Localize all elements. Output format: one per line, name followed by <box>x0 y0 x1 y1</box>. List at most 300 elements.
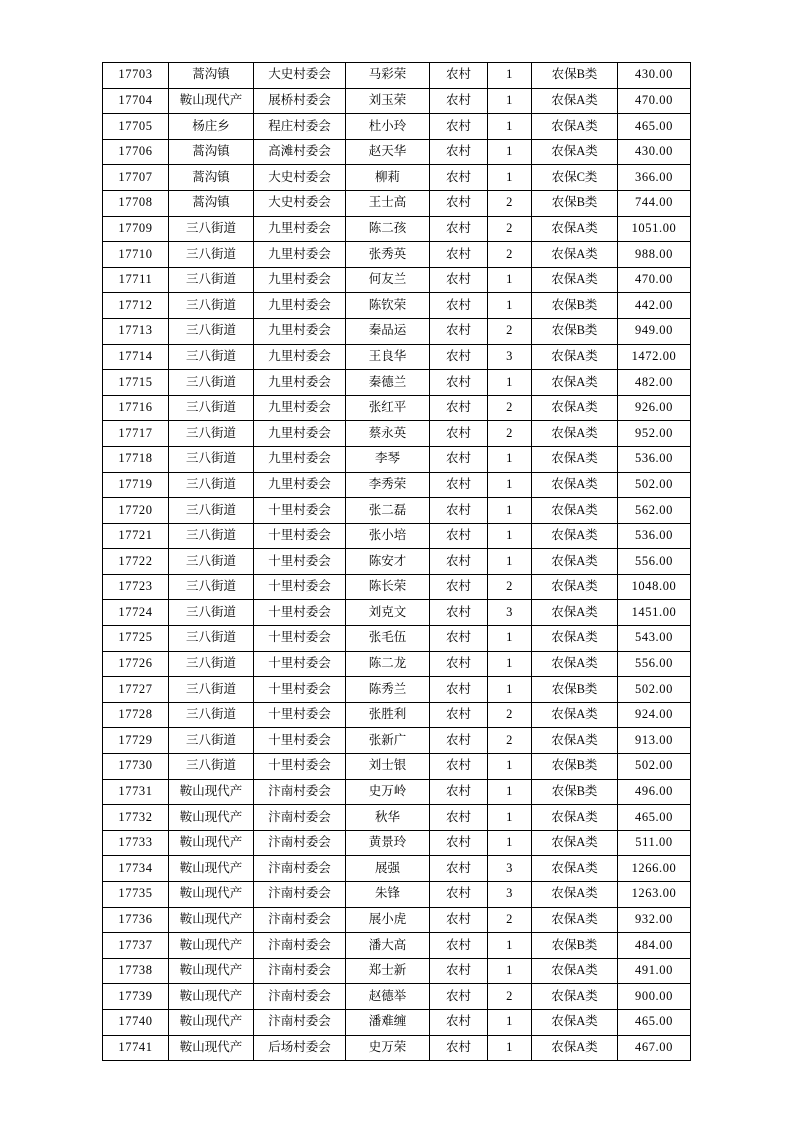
cell-amount: 562.00 <box>618 498 691 524</box>
cell-town: 鞍山现代产 <box>169 984 254 1010</box>
cell-village: 十里村委会 <box>254 600 346 626</box>
cell-type: 农村 <box>430 933 488 959</box>
cell-id: 17731 <box>103 779 169 805</box>
cell-village: 九里村委会 <box>254 216 346 242</box>
cell-id: 17737 <box>103 933 169 959</box>
cell-amount: 536.00 <box>618 446 691 472</box>
cell-name: 王良华 <box>346 344 430 370</box>
cell-category: 农保A类 <box>532 805 618 831</box>
cell-id: 17727 <box>103 677 169 703</box>
cell-category: 农保A类 <box>532 344 618 370</box>
cell-amount: 502.00 <box>618 677 691 703</box>
cell-category: 农保A类 <box>532 242 618 268</box>
cell-name: 史万岭 <box>346 779 430 805</box>
cell-type: 农村 <box>430 242 488 268</box>
cell-village: 九里村委会 <box>254 446 346 472</box>
cell-count: 2 <box>488 907 532 933</box>
cell-name: 秦品运 <box>346 318 430 344</box>
cell-name: 蔡永英 <box>346 421 430 447</box>
cell-count: 1 <box>488 933 532 959</box>
cell-count: 1 <box>488 1009 532 1035</box>
cell-town: 鞍山现代产 <box>169 1009 254 1035</box>
table-row <box>103 1035 691 1061</box>
cell-town: 蒿沟镇 <box>169 139 254 165</box>
cell-category: 农保A类 <box>532 472 618 498</box>
table-row <box>103 293 691 319</box>
cell-name: 张新广 <box>346 728 430 754</box>
cell-amount: 430.00 <box>618 139 691 165</box>
cell-town: 鞍山现代产 <box>169 907 254 933</box>
cell-id: 17718 <box>103 446 169 472</box>
cell-count: 1 <box>488 651 532 677</box>
cell-id: 17735 <box>103 882 169 908</box>
cell-category: 农保A类 <box>532 523 618 549</box>
cell-id: 17723 <box>103 574 169 600</box>
cell-type: 农村 <box>430 882 488 908</box>
cell-town: 三八街道 <box>169 754 254 780</box>
cell-id: 17734 <box>103 856 169 882</box>
cell-type: 农村 <box>430 395 488 421</box>
cell-count: 2 <box>488 421 532 447</box>
cell-type: 农村 <box>430 805 488 831</box>
cell-village: 后场村委会 <box>254 1035 346 1061</box>
cell-amount: 1263.00 <box>618 882 691 908</box>
cell-name: 张二磊 <box>346 498 430 524</box>
cell-amount: 496.00 <box>618 779 691 805</box>
cell-type: 农村 <box>430 600 488 626</box>
cell-amount: 470.00 <box>618 88 691 114</box>
table-row <box>103 549 691 575</box>
cell-name: 展强 <box>346 856 430 882</box>
cell-village: 汴南村委会 <box>254 1009 346 1035</box>
cell-village: 九里村委会 <box>254 421 346 447</box>
cell-count: 2 <box>488 984 532 1010</box>
cell-id: 17733 <box>103 830 169 856</box>
cell-type: 农村 <box>430 139 488 165</box>
cell-village: 十里村委会 <box>254 549 346 575</box>
cell-count: 1 <box>488 1035 532 1061</box>
cell-town: 鞍山现代产 <box>169 933 254 959</box>
cell-amount: 482.00 <box>618 370 691 396</box>
cell-town: 三八街道 <box>169 344 254 370</box>
cell-id: 17739 <box>103 984 169 1010</box>
table-row <box>103 114 691 140</box>
cell-id: 17711 <box>103 267 169 293</box>
table-body <box>103 63 691 1061</box>
cell-id: 17703 <box>103 63 169 89</box>
cell-name: 马彩荣 <box>346 63 430 89</box>
cell-amount: 932.00 <box>618 907 691 933</box>
cell-id: 17741 <box>103 1035 169 1061</box>
cell-amount: 988.00 <box>618 242 691 268</box>
cell-name: 何友兰 <box>346 267 430 293</box>
cell-amount: 511.00 <box>618 830 691 856</box>
cell-name: 王士高 <box>346 190 430 216</box>
cell-village: 程庄村委会 <box>254 114 346 140</box>
cell-town: 三八街道 <box>169 216 254 242</box>
cell-town: 三八街道 <box>169 651 254 677</box>
cell-category: 农保A类 <box>532 600 618 626</box>
table-row <box>103 421 691 447</box>
cell-amount: 465.00 <box>618 1009 691 1035</box>
table-row <box>103 728 691 754</box>
cell-town: 三八街道 <box>169 446 254 472</box>
cell-category: 农保A类 <box>532 114 618 140</box>
table-row <box>103 702 691 728</box>
cell-village: 十里村委会 <box>254 754 346 780</box>
cell-town: 三八街道 <box>169 677 254 703</box>
cell-type: 农村 <box>430 626 488 652</box>
cell-category: 农保A类 <box>532 446 618 472</box>
cell-town: 鞍山现代产 <box>169 830 254 856</box>
cell-town: 蒿沟镇 <box>169 63 254 89</box>
table-row <box>103 165 691 191</box>
cell-type: 农村 <box>430 344 488 370</box>
cell-amount: 502.00 <box>618 472 691 498</box>
table-row <box>103 318 691 344</box>
cell-name: 陈二孩 <box>346 216 430 242</box>
cell-name: 张胜利 <box>346 702 430 728</box>
cell-village: 汴南村委会 <box>254 958 346 984</box>
cell-id: 17705 <box>103 114 169 140</box>
cell-category: 农保B类 <box>532 677 618 703</box>
cell-village: 十里村委会 <box>254 523 346 549</box>
cell-village: 高滩村委会 <box>254 139 346 165</box>
cell-town: 鞍山现代产 <box>169 779 254 805</box>
cell-town: 三八街道 <box>169 472 254 498</box>
cell-type: 农村 <box>430 728 488 754</box>
cell-town: 杨庄乡 <box>169 114 254 140</box>
cell-type: 农村 <box>430 446 488 472</box>
cell-town: 鞍山现代产 <box>169 856 254 882</box>
cell-id: 17726 <box>103 651 169 677</box>
table-row <box>103 446 691 472</box>
cell-count: 1 <box>488 754 532 780</box>
cell-count: 3 <box>488 600 532 626</box>
cell-town: 三八街道 <box>169 523 254 549</box>
cell-village: 汴南村委会 <box>254 984 346 1010</box>
cell-category: 农保A类 <box>532 370 618 396</box>
cell-town: 鞍山现代产 <box>169 88 254 114</box>
cell-amount: 470.00 <box>618 267 691 293</box>
cell-name: 刘士银 <box>346 754 430 780</box>
table-row <box>103 139 691 165</box>
cell-name: 朱锋 <box>346 882 430 908</box>
cell-count: 1 <box>488 114 532 140</box>
cell-id: 17732 <box>103 805 169 831</box>
cell-amount: 744.00 <box>618 190 691 216</box>
cell-count: 1 <box>488 139 532 165</box>
cell-amount: 926.00 <box>618 395 691 421</box>
cell-amount: 366.00 <box>618 165 691 191</box>
cell-amount: 430.00 <box>618 63 691 89</box>
cell-village: 大史村委会 <box>254 63 346 89</box>
cell-name: 李琴 <box>346 446 430 472</box>
cell-town: 三八街道 <box>169 574 254 600</box>
cell-type: 农村 <box>430 63 488 89</box>
cell-amount: 467.00 <box>618 1035 691 1061</box>
cell-category: 农保B类 <box>532 63 618 89</box>
cell-count: 1 <box>488 779 532 805</box>
cell-category: 农保A类 <box>532 1009 618 1035</box>
cell-id: 17725 <box>103 626 169 652</box>
cell-amount: 1266.00 <box>618 856 691 882</box>
cell-type: 农村 <box>430 702 488 728</box>
cell-category: 农保A类 <box>532 88 618 114</box>
cell-id: 17709 <box>103 216 169 242</box>
cell-category: 农保A类 <box>532 549 618 575</box>
cell-amount: 952.00 <box>618 421 691 447</box>
cell-category: 农保A类 <box>532 702 618 728</box>
cell-type: 农村 <box>430 856 488 882</box>
cell-category: 农保A类 <box>532 882 618 908</box>
cell-town: 三八街道 <box>169 702 254 728</box>
cell-id: 17728 <box>103 702 169 728</box>
cell-type: 农村 <box>430 984 488 1010</box>
table-row <box>103 907 691 933</box>
cell-village: 十里村委会 <box>254 626 346 652</box>
cell-amount: 556.00 <box>618 549 691 575</box>
cell-type: 农村 <box>430 216 488 242</box>
cell-id: 17704 <box>103 88 169 114</box>
cell-count: 2 <box>488 728 532 754</box>
cell-town: 鞍山现代产 <box>169 805 254 831</box>
cell-name: 张红平 <box>346 395 430 421</box>
table-row <box>103 882 691 908</box>
table-row <box>103 933 691 959</box>
cell-name: 柳莉 <box>346 165 430 191</box>
cell-town: 鞍山现代产 <box>169 958 254 984</box>
cell-count: 1 <box>488 267 532 293</box>
cell-type: 农村 <box>430 267 488 293</box>
cell-type: 农村 <box>430 830 488 856</box>
cell-count: 3 <box>488 856 532 882</box>
cell-type: 农村 <box>430 165 488 191</box>
cell-category: 农保A类 <box>532 267 618 293</box>
cell-id: 17724 <box>103 600 169 626</box>
cell-name: 陈安才 <box>346 549 430 575</box>
cell-amount: 1451.00 <box>618 600 691 626</box>
cell-count: 1 <box>488 830 532 856</box>
cell-name: 秦德兰 <box>346 370 430 396</box>
cell-name: 秋华 <box>346 805 430 831</box>
cell-type: 农村 <box>430 88 488 114</box>
cell-type: 农村 <box>430 677 488 703</box>
cell-count: 1 <box>488 805 532 831</box>
cell-id: 17738 <box>103 958 169 984</box>
table-row <box>103 677 691 703</box>
cell-town: 三八街道 <box>169 626 254 652</box>
table-row <box>103 574 691 600</box>
cell-village: 汴南村委会 <box>254 830 346 856</box>
cell-amount: 502.00 <box>618 754 691 780</box>
subsidy-table <box>102 62 691 1061</box>
table-row <box>103 190 691 216</box>
cell-village: 汴南村委会 <box>254 933 346 959</box>
cell-category: 农保A类 <box>532 574 618 600</box>
cell-count: 1 <box>488 63 532 89</box>
cell-category: 农保B类 <box>532 933 618 959</box>
cell-type: 农村 <box>430 907 488 933</box>
cell-category: 农保A类 <box>532 907 618 933</box>
table-row <box>103 805 691 831</box>
cell-type: 农村 <box>430 114 488 140</box>
cell-count: 2 <box>488 395 532 421</box>
cell-amount: 465.00 <box>618 114 691 140</box>
cell-village: 汴南村委会 <box>254 907 346 933</box>
cell-id: 17716 <box>103 395 169 421</box>
cell-name: 史万荣 <box>346 1035 430 1061</box>
cell-name: 张小培 <box>346 523 430 549</box>
cell-count: 2 <box>488 190 532 216</box>
cell-town: 三八街道 <box>169 370 254 396</box>
cell-name: 李秀荣 <box>346 472 430 498</box>
table-row <box>103 344 691 370</box>
cell-name: 张秀英 <box>346 242 430 268</box>
cell-village: 九里村委会 <box>254 318 346 344</box>
table-row <box>103 830 691 856</box>
cell-category: 农保A类 <box>532 856 618 882</box>
table-row <box>103 779 691 805</box>
cell-amount: 465.00 <box>618 805 691 831</box>
cell-id: 17708 <box>103 190 169 216</box>
cell-id: 17717 <box>103 421 169 447</box>
cell-id: 17713 <box>103 318 169 344</box>
cell-category: 农保A类 <box>532 830 618 856</box>
cell-amount: 491.00 <box>618 958 691 984</box>
cell-category: 农保A类 <box>532 421 618 447</box>
cell-village: 大史村委会 <box>254 165 346 191</box>
cell-count: 2 <box>488 702 532 728</box>
cell-village: 十里村委会 <box>254 677 346 703</box>
cell-village: 展桥村委会 <box>254 88 346 114</box>
cell-town: 三八街道 <box>169 318 254 344</box>
cell-village: 十里村委会 <box>254 574 346 600</box>
table-row <box>103 754 691 780</box>
cell-name: 潘难缠 <box>346 1009 430 1035</box>
cell-id: 17714 <box>103 344 169 370</box>
cell-count: 3 <box>488 882 532 908</box>
table-row <box>103 267 691 293</box>
cell-village: 十里村委会 <box>254 498 346 524</box>
table-row <box>103 395 691 421</box>
cell-category: 农保A类 <box>532 498 618 524</box>
cell-name: 陈长荣 <box>346 574 430 600</box>
cell-category: 农保A类 <box>532 626 618 652</box>
cell-amount: 536.00 <box>618 523 691 549</box>
cell-type: 农村 <box>430 421 488 447</box>
cell-count: 1 <box>488 165 532 191</box>
cell-category: 农保A类 <box>532 958 618 984</box>
cell-village: 九里村委会 <box>254 370 346 396</box>
cell-count: 1 <box>488 472 532 498</box>
cell-name: 赵天华 <box>346 139 430 165</box>
cell-count: 1 <box>488 549 532 575</box>
cell-count: 1 <box>488 523 532 549</box>
cell-id: 17736 <box>103 907 169 933</box>
table-row <box>103 600 691 626</box>
cell-id: 17740 <box>103 1009 169 1035</box>
cell-id: 17715 <box>103 370 169 396</box>
table-row <box>103 523 691 549</box>
cell-town: 三八街道 <box>169 293 254 319</box>
cell-type: 农村 <box>430 574 488 600</box>
table-row <box>103 984 691 1010</box>
cell-amount: 1051.00 <box>618 216 691 242</box>
cell-type: 农村 <box>430 190 488 216</box>
cell-name: 陈钦荣 <box>346 293 430 319</box>
cell-type: 农村 <box>430 754 488 780</box>
cell-town: 三八街道 <box>169 728 254 754</box>
cell-id: 17720 <box>103 498 169 524</box>
cell-village: 汴南村委会 <box>254 856 346 882</box>
cell-count: 2 <box>488 216 532 242</box>
cell-town: 蒿沟镇 <box>169 165 254 191</box>
table-row <box>103 651 691 677</box>
cell-village: 汴南村委会 <box>254 779 346 805</box>
table-row <box>103 242 691 268</box>
cell-village: 九里村委会 <box>254 267 346 293</box>
cell-id: 17719 <box>103 472 169 498</box>
table-row <box>103 63 691 89</box>
table-row <box>103 216 691 242</box>
cell-name: 张毛伍 <box>346 626 430 652</box>
cell-category: 农保B类 <box>532 190 618 216</box>
cell-count: 1 <box>488 677 532 703</box>
cell-type: 农村 <box>430 318 488 344</box>
cell-village: 九里村委会 <box>254 344 346 370</box>
cell-village: 十里村委会 <box>254 651 346 677</box>
cell-type: 农村 <box>430 549 488 575</box>
table-row <box>103 1009 691 1035</box>
cell-town: 三八街道 <box>169 242 254 268</box>
cell-village: 九里村委会 <box>254 242 346 268</box>
cell-count: 1 <box>488 293 532 319</box>
cell-town: 鞍山现代产 <box>169 882 254 908</box>
cell-count: 1 <box>488 958 532 984</box>
cell-category: 农保C类 <box>532 165 618 191</box>
table-row <box>103 88 691 114</box>
cell-amount: 1048.00 <box>618 574 691 600</box>
cell-category: 农保A类 <box>532 216 618 242</box>
cell-count: 1 <box>488 446 532 472</box>
cell-name: 刘玉荣 <box>346 88 430 114</box>
cell-id: 17729 <box>103 728 169 754</box>
cell-town: 鞍山现代产 <box>169 1035 254 1061</box>
cell-type: 农村 <box>430 958 488 984</box>
cell-village: 九里村委会 <box>254 395 346 421</box>
cell-name: 郑士新 <box>346 958 430 984</box>
table-row <box>103 498 691 524</box>
cell-type: 农村 <box>430 1035 488 1061</box>
cell-count: 1 <box>488 88 532 114</box>
cell-name: 刘克文 <box>346 600 430 626</box>
cell-count: 1 <box>488 370 532 396</box>
cell-amount: 556.00 <box>618 651 691 677</box>
cell-amount: 900.00 <box>618 984 691 1010</box>
cell-amount: 913.00 <box>618 728 691 754</box>
cell-amount: 924.00 <box>618 702 691 728</box>
cell-count: 2 <box>488 318 532 344</box>
cell-amount: 949.00 <box>618 318 691 344</box>
cell-amount: 442.00 <box>618 293 691 319</box>
cell-count: 1 <box>488 626 532 652</box>
cell-count: 3 <box>488 344 532 370</box>
cell-type: 农村 <box>430 779 488 805</box>
cell-name: 潘大高 <box>346 933 430 959</box>
cell-type: 农村 <box>430 1009 488 1035</box>
cell-type: 农村 <box>430 523 488 549</box>
